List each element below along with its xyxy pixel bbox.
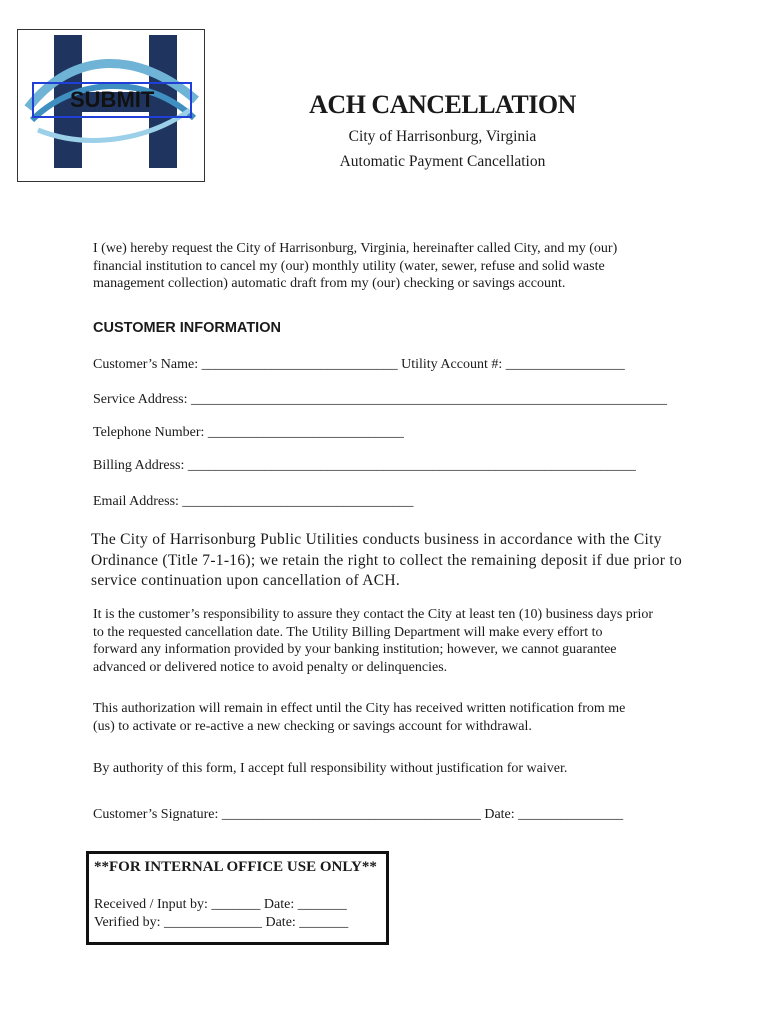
signature-field[interactable]: Customer’s Signature: _____________________________________ Date: _______________ [93,807,624,822]
page-title: ACH CANCELLATION [309,90,576,119]
responsibility-line: to the requested cancellation date. The Utility Billing Department will make every effort to [93,624,603,640]
service-address-field[interactable]: Service Address: ____________________________________________________________________ [93,392,667,407]
customer-name-field[interactable]: Customer’s Name: ____________________________ Utility Account #: _________________ [93,357,625,372]
telephone-field[interactable]: Telephone Number: ____________________________ [93,425,404,440]
customer-information-heading: CUSTOMER INFORMATION [93,320,281,336]
responsibility-line: forward any information provided by your banking institution; however, we cannot guarantee [93,642,617,657]
verified-by-field[interactable]: Verified by: ______________ Date: _______ [94,915,349,930]
intro-line: financial institution to cancel my (our) monthly utility (water, sewer, refuse and solid waste [93,258,605,274]
responsibility-line: It is the customer’s responsibility to assure they contact the City at least ten (10) business days prior [93,607,654,622]
email-field[interactable]: Email Address: _________________________________ [93,494,414,509]
ordinance-line: service continuation upon cancellation of ACH. [91,572,401,589]
intro-line: I (we) hereby request the City of Harrisonburg, Virginia, hereinafter called City, and my (our) [93,241,618,256]
responsibility-line: advanced or delivered notice to avoid penalty or delinquencies. [93,659,448,675]
received-input-field[interactable]: Received / Input by: _______ Date: _______ [94,897,347,912]
internal-use-heading: **FOR INTERNAL OFFICE USE ONLY** [94,859,377,875]
authority-line: By authority of this form, I accept full responsibility without justification for waiver. [93,761,568,776]
responsibility-paragraph [93,606,693,676]
internal-office-use-box [86,851,389,945]
authorization-line: (us) to activate or re-active a new checking or savings account for withdrawal. [93,718,532,734]
subtitle-form: Automatic Payment Cancellation [339,153,546,170]
intro-line: management collection) automatic draft from my (our) checking or savings account. [93,276,566,291]
subtitle-city: City of Harrisonburg, Virginia [348,128,537,145]
intro-paragraph [93,240,683,293]
authority-paragraph [93,760,683,778]
ordinance-line: The City of Harrisonburg Public Utilities conducts business in accordance with the City [91,531,662,548]
ordinance-paragraph [91,530,691,592]
ordinance-line: Ordinance (Title 7-1-16); we retain the right to collect the remaining deposit if due prior to [91,551,683,569]
authorization-paragraph [93,700,693,735]
submit-button[interactable]: SUBMIT [32,82,192,118]
authorization-line: This authorization will remain in effect until the City has received written notification from me [93,701,626,716]
billing-address-field[interactable]: Billing Address: ________________________________________________________________ [93,458,636,473]
